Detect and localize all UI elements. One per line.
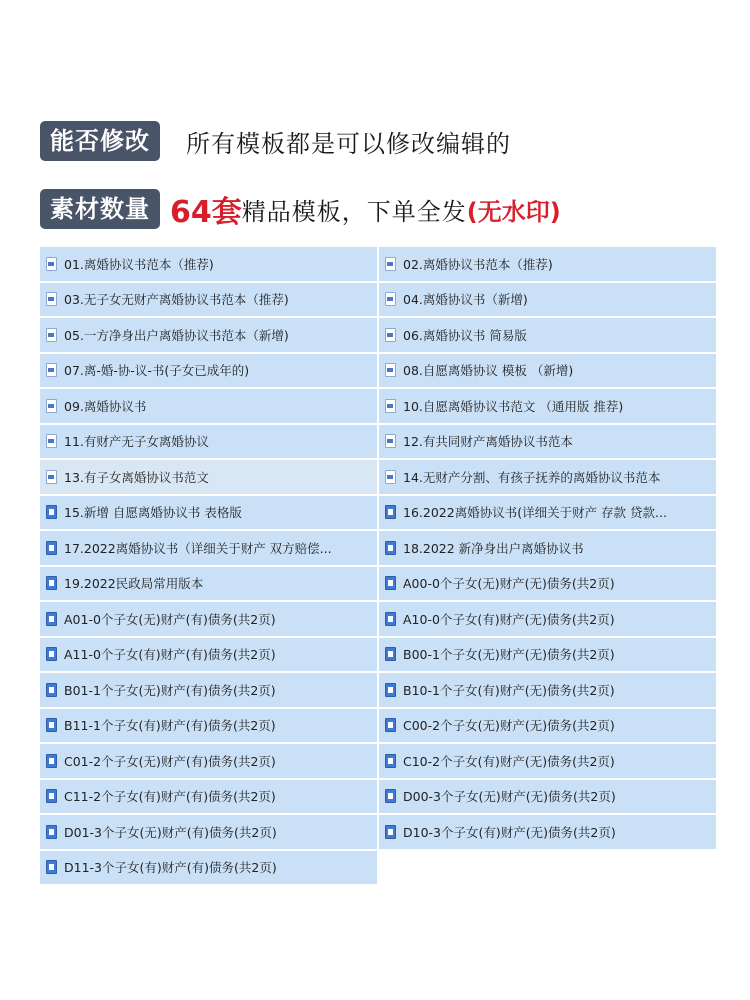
file-item[interactable] (40, 638, 377, 672)
file-item[interactable] (40, 531, 377, 565)
word-document-icon (385, 718, 396, 732)
word-document-icon (385, 434, 396, 448)
word-document-icon (46, 505, 57, 519)
file-name: 05.一方净身出户离婚协议书范本（新增) (64, 327, 289, 343)
file-item[interactable] (379, 460, 716, 494)
file-item[interactable] (40, 283, 377, 317)
word-document-icon (385, 541, 396, 555)
file-name: D00-3个子女(无)财产(无)债务(共2页) (403, 789, 616, 805)
file-list (40, 247, 716, 884)
file-item[interactable] (379, 318, 716, 352)
file-name: 06.离婚协议书 简易版 (403, 327, 527, 343)
file-name: D11-3个子女(有)财产(有)债务(共2页) (64, 860, 277, 876)
file-item[interactable] (40, 389, 377, 423)
file-item[interactable] (40, 567, 377, 601)
word-document-icon (385, 789, 396, 803)
word-document-icon (46, 541, 57, 555)
file-item[interactable] (40, 496, 377, 530)
word-document-icon (385, 399, 396, 413)
file-name: A11-0个子女(有)财产(有)债务(共2页) (64, 647, 276, 663)
file-name: 03.无子女无财产离婚协议书范本（推荐) (64, 292, 289, 308)
file-item[interactable] (40, 744, 377, 778)
file-item[interactable] (379, 496, 716, 530)
file-name: 02.离婚协议书范本（推荐) (403, 256, 553, 272)
file-name: 12.有共同财产离婚协议书范本 (403, 434, 573, 450)
word-document-icon (46, 683, 57, 697)
file-name: 11.有财产无子女离婚协议 (64, 434, 209, 450)
word-document-icon (385, 505, 396, 519)
file-name: B01-1个子女(无)财产(有)债务(共2页) (64, 682, 276, 698)
file-name: 17.2022离婚协议书（详细关于财产 双方赔偿... (64, 540, 332, 556)
word-document-icon (46, 612, 57, 626)
editable-tag: 能否修改 (40, 121, 160, 161)
file-item[interactable] (379, 744, 716, 778)
editable-row (40, 121, 511, 161)
word-document-icon (46, 363, 57, 377)
word-document-icon (46, 257, 57, 271)
file-name: 10.自愿离婚协议书范文 （通用版 推荐) (403, 398, 624, 414)
word-document-icon (46, 470, 57, 484)
file-name: B00-1个子女(无)财产(无)债务(共2页) (403, 647, 615, 663)
no-watermark-text: (无水印) (466, 197, 561, 226)
word-document-icon (385, 292, 396, 306)
word-document-icon (385, 825, 396, 839)
file-item[interactable] (379, 638, 716, 672)
editable-text: 所有模板都是可以修改编辑的 (186, 129, 511, 158)
file-name: D01-3个子女(无)财产(有)债务(共2页) (64, 824, 277, 840)
file-name: B11-1个子女(有)财产(有)债务(共2页) (64, 718, 276, 734)
file-item[interactable] (40, 425, 377, 459)
file-item[interactable] (40, 815, 377, 849)
word-document-icon (46, 647, 57, 661)
word-document-icon (385, 363, 396, 377)
file-item[interactable] (379, 602, 716, 636)
file-name: D10-3个子女(有)财产(无)债务(共2页) (403, 824, 616, 840)
word-document-icon (385, 470, 396, 484)
file-name: C11-2个子女(有)财产(有)债务(共2页) (64, 789, 276, 805)
file-name: 13.有子女离婚协议书范文 (64, 469, 209, 485)
file-name: 01.离婚协议书范本（推荐) (64, 256, 214, 272)
file-name: 16.2022离婚协议书(详细关于财产 存款 贷款... (403, 505, 667, 521)
word-document-icon (385, 328, 396, 342)
file-item[interactable] (40, 602, 377, 636)
word-document-icon (46, 754, 57, 768)
file-name: A00-0个子女(无)财产(无)债务(共2页) (403, 576, 615, 592)
file-name: A10-0个子女(有)财产(无)债务(共2页) (403, 611, 615, 627)
word-document-icon (46, 576, 57, 590)
file-name: 04.离婚协议书（新增) (403, 292, 528, 308)
file-name: 08.自愿离婚协议 模板 （新增) (403, 363, 574, 379)
file-item[interactable] (40, 851, 377, 885)
quantity-text: 精品模板，下单全发 (241, 197, 467, 226)
word-document-icon (46, 328, 57, 342)
file-name: C00-2个子女(无)财产(无)债务(共2页) (403, 718, 615, 734)
word-document-icon (46, 718, 57, 732)
word-document-icon (46, 825, 57, 839)
file-item[interactable] (379, 389, 716, 423)
file-item[interactable] (379, 673, 716, 707)
file-name: A01-0个子女(无)财产(有)债务(共2页) (64, 611, 276, 627)
file-item[interactable] (379, 709, 716, 743)
file-name: C10-2个子女(有)财产(无)债务(共2页) (403, 753, 615, 769)
word-document-icon (46, 860, 57, 874)
file-item[interactable] (379, 780, 716, 814)
word-document-icon (385, 754, 396, 768)
file-item[interactable] (40, 318, 377, 352)
file-item[interactable] (379, 567, 716, 601)
file-item[interactable] (40, 709, 377, 743)
file-item[interactable] (379, 531, 716, 565)
file-name: 18.2022 新净身出户离婚协议书 (403, 540, 584, 556)
file-item[interactable] (40, 673, 377, 707)
file-name: 14.无财产分割、有孩子抚养的离婚协议书范本 (403, 469, 661, 485)
file-item[interactable] (40, 354, 377, 388)
word-document-icon (385, 576, 396, 590)
file-item[interactable] (40, 247, 377, 281)
file-item[interactable] (379, 815, 716, 849)
file-name: B10-1个子女(有)财产(无)债务(共2页) (403, 682, 615, 698)
quantity-row (40, 187, 561, 231)
file-name: 19.2022民政局常用版本 (64, 576, 204, 592)
file-name: C01-2个子女(无)财产(有)债务(共2页) (64, 753, 276, 769)
file-item[interactable] (379, 283, 716, 317)
word-document-icon (46, 434, 57, 448)
file-item[interactable] (40, 460, 377, 494)
file-name: 07.离-婚-协-议-书(子女已成年的) (64, 363, 250, 379)
word-document-icon (46, 789, 57, 803)
file-item[interactable] (379, 425, 716, 459)
quantity-tag: 素材数量 (40, 189, 160, 229)
word-document-icon (385, 612, 396, 626)
file-item[interactable] (379, 247, 716, 281)
word-document-icon (385, 257, 396, 271)
file-name: 09.离婚协议书 (64, 398, 147, 414)
word-document-icon (385, 683, 396, 697)
file-name: 15.新增 自愿离婚协议书 表格版 (64, 505, 242, 521)
file-item[interactable] (40, 780, 377, 814)
word-document-icon (385, 647, 396, 661)
template-count: 64套 (170, 195, 242, 230)
word-document-icon (46, 292, 57, 306)
word-document-icon (46, 399, 57, 413)
file-item[interactable] (379, 354, 716, 388)
